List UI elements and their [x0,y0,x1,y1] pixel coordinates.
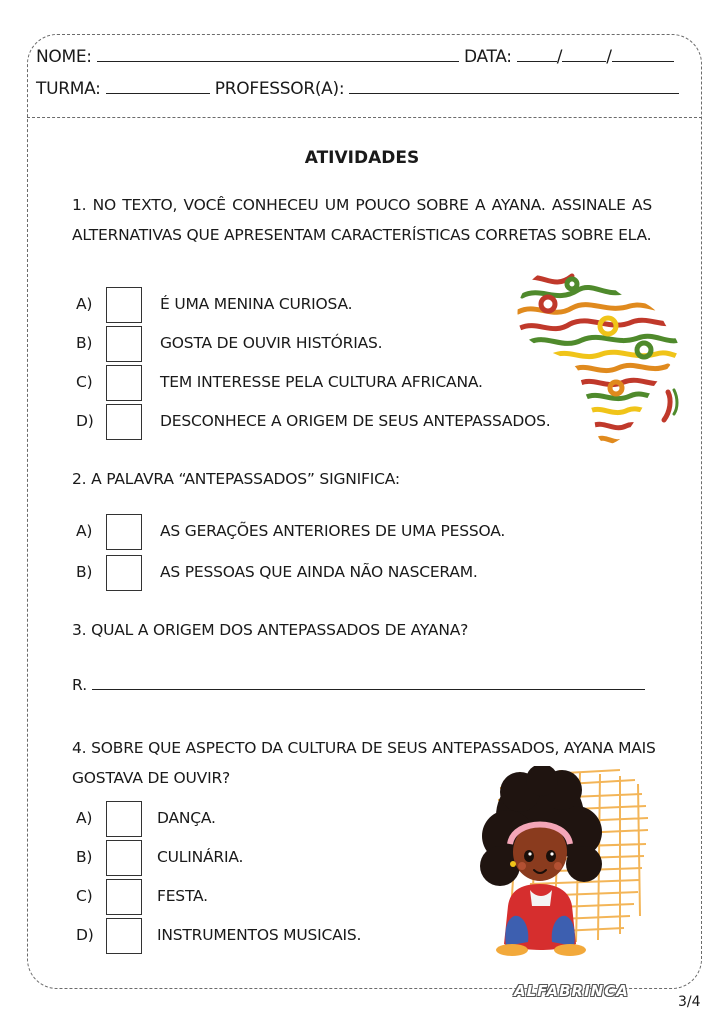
africa-map-illustration [512,262,682,452]
checkbox[interactable] [106,918,142,954]
header-separator [27,117,702,118]
answer-row [72,675,645,694]
question-3: 3. QUAL A ORIGEM DOS ANTEPASSADOS DE AYANA? [72,621,469,639]
date-year-field[interactable] [612,47,674,62]
checkbox[interactable] [106,801,142,837]
checkbox[interactable] [106,404,142,440]
option-text: DESCONHECE A ORIGEM DE SEUS ANTEPASSADOS. [160,412,551,430]
class-field[interactable] [106,79,210,94]
option-letter: D) [76,412,94,430]
option-text: É UMA MENINA CURIOSA. [160,295,353,313]
page-number: 3/4 [678,994,701,1010]
answer-field[interactable] [92,675,645,690]
option-letter: A) [76,809,93,827]
checkbox[interactable] [106,555,142,591]
class-row [36,79,679,99]
option-letter: B) [76,334,93,352]
name-label: NOME: [36,47,92,67]
option-letter: A) [76,295,93,313]
option-letter: C) [76,887,93,905]
option-text: FESTA. [157,887,208,905]
date-label: DATA: [463,47,512,67]
question-2: 2. A PALAVRA “ANTEPASSADOS” SIGNIFICA: [72,470,400,488]
question-4: 4. SOBRE QUE ASPECTO DA CULTURA DE SEUS ANTEPASSADOS, AYANA MAIS GOSTAVA DE OUVIR? [72,739,656,787]
option-text: CULINÁRIA. [157,848,244,866]
option-text: GOSTA DE OUVIR HISTÓRIAS. [160,334,383,352]
checkbox[interactable] [106,326,142,362]
checkbox[interactable] [106,365,142,401]
teacher-label: PROFESSOR(A): [214,79,345,99]
class-label: TURMA: [36,79,101,99]
date-day-field[interactable] [517,47,557,62]
option-letter: D) [76,926,94,944]
option-letter: B) [76,563,93,581]
option-text: AS PESSOAS QUE AINDA NÃO NASCERAM. [160,563,478,581]
option-text: TEM INTERESSE PELA CULTURA AFRICANA. [160,373,483,391]
checkbox[interactable] [106,287,142,323]
date-slash: / [606,47,612,67]
checkbox[interactable] [106,879,142,915]
name-field[interactable] [97,47,459,62]
page-title: ATIVIDADES [304,148,420,168]
girl-illustration [470,766,652,966]
date-month-field[interactable] [562,47,606,62]
checkbox[interactable] [106,840,142,876]
option-letter: A) [76,522,93,540]
option-text: INSTRUMENTOS MUSICAIS. [157,926,362,944]
checkbox[interactable] [106,514,142,550]
teacher-field[interactable] [349,79,679,94]
option-letter: C) [76,373,93,391]
name-row [36,47,674,67]
answer-label: R. [72,676,88,694]
question-1: 1. NO TEXTO, VOCÊ CONHECEU UM POUCO SOBRE A AYANA. ASSINALE AS ALTERNATIVAS QUE APRESENTAM CARACTERÍSTICAS CORRETAS SOBRE ELA. [72,196,652,244]
date-slash: / [556,47,563,67]
brand-logo: ALFABRINCA [514,982,629,1000]
option-letter: B) [76,848,93,866]
option-text: DANÇA. [157,809,216,827]
option-text: AS GERAÇÕES ANTERIORES DE UMA PESSOA. [160,522,506,540]
